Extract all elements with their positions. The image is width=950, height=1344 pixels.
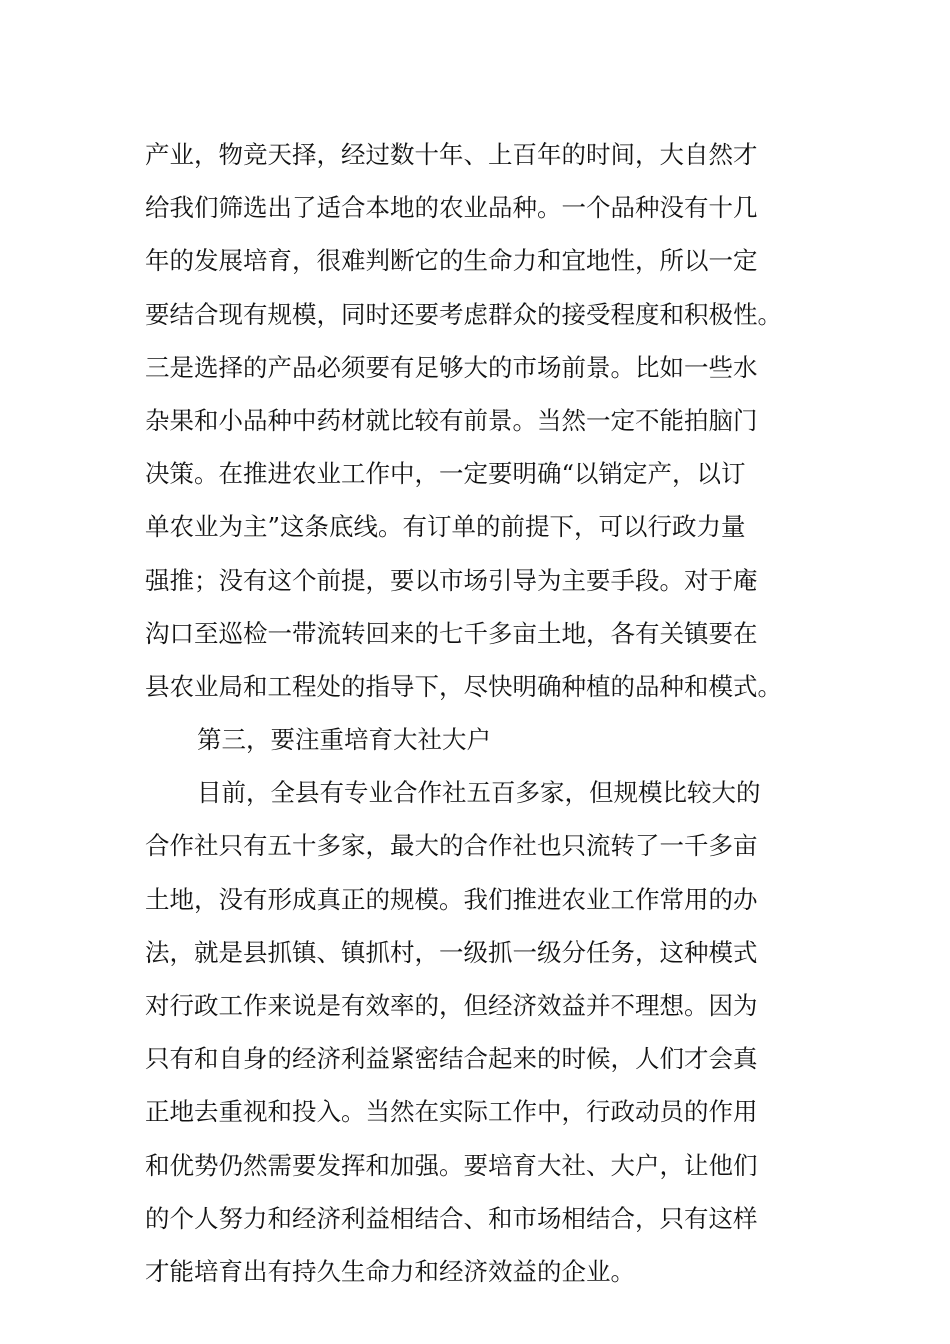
text-line: 杂果和小品种中药材就比较有前景。当然一定不能拍脑门: [145, 405, 758, 435]
text-line: 产业，物竞天择，经过数十年、上百年的时间，大自然才: [145, 140, 758, 169]
text-line: 合作社只有五十多家，最大的合作社也只流转了一千多亩: [145, 831, 758, 861]
text-line: 法，就是县抓镇、镇抓村，一级抓一级分任务，这种模式: [145, 937, 758, 967]
text-line: 要结合现有规模，同时还要考虑群众的接受程度和积极性。: [145, 299, 782, 329]
text-line: 才能培育出有持久生命力和经济效益的企业。: [145, 1256, 635, 1286]
text-line: 给我们筛选出了适合本地的农业品种。一个品种没有十几: [145, 193, 758, 223]
body-text: [145, 128, 805, 1298]
text-line: 正地去重视和投入。当然在实际工作中，行政动员的作用: [145, 1097, 758, 1127]
text-line: 土地，没有形成真正的规模。我们推进农业工作常用的办: [145, 884, 758, 914]
text-line: 的个人努力和经济利益相结合、和市场相结合，只有这样: [145, 1203, 758, 1233]
text-line: 和优势仍然需要发挥和加强。要培育大社、大户，让他们: [145, 1150, 758, 1180]
text-line: 单农业为主”这条底线。有订单的前提下，可以行政力量: [145, 512, 746, 542]
text-line: 强推；没有这个前提，要以市场引导为主要手段。对于庵: [145, 565, 758, 595]
text-line: 决策。在推进农业工作中，一定要明确“以销定产，以订: [145, 459, 746, 489]
text-line: 只有和自身的经济利益紧密结合起来的时候，人们才会真: [145, 1044, 758, 1074]
text-line: 三是选择的产品必须要有足够大的市场前景。比如一些水: [145, 352, 758, 382]
paragraph-first-line: 目前，全县有专业合作社五百多家，但规模比较大的: [197, 778, 761, 808]
text-line: 年的发展培育，很难判断它的生命力和宜地性，所以一定: [145, 246, 758, 276]
section-heading: 第三，要注重培育大社大户: [197, 725, 491, 755]
text-line: 县农业局和工程处的指导下，尽快明确种植的品种和模式。: [145, 671, 782, 701]
text-line: 沟口至巡检一带流转回来的七千多亩土地，各有关镇要在: [145, 618, 758, 648]
text-line: 对行政工作来说是有效率的，但经济效益并不理想。因为: [145, 991, 758, 1020]
